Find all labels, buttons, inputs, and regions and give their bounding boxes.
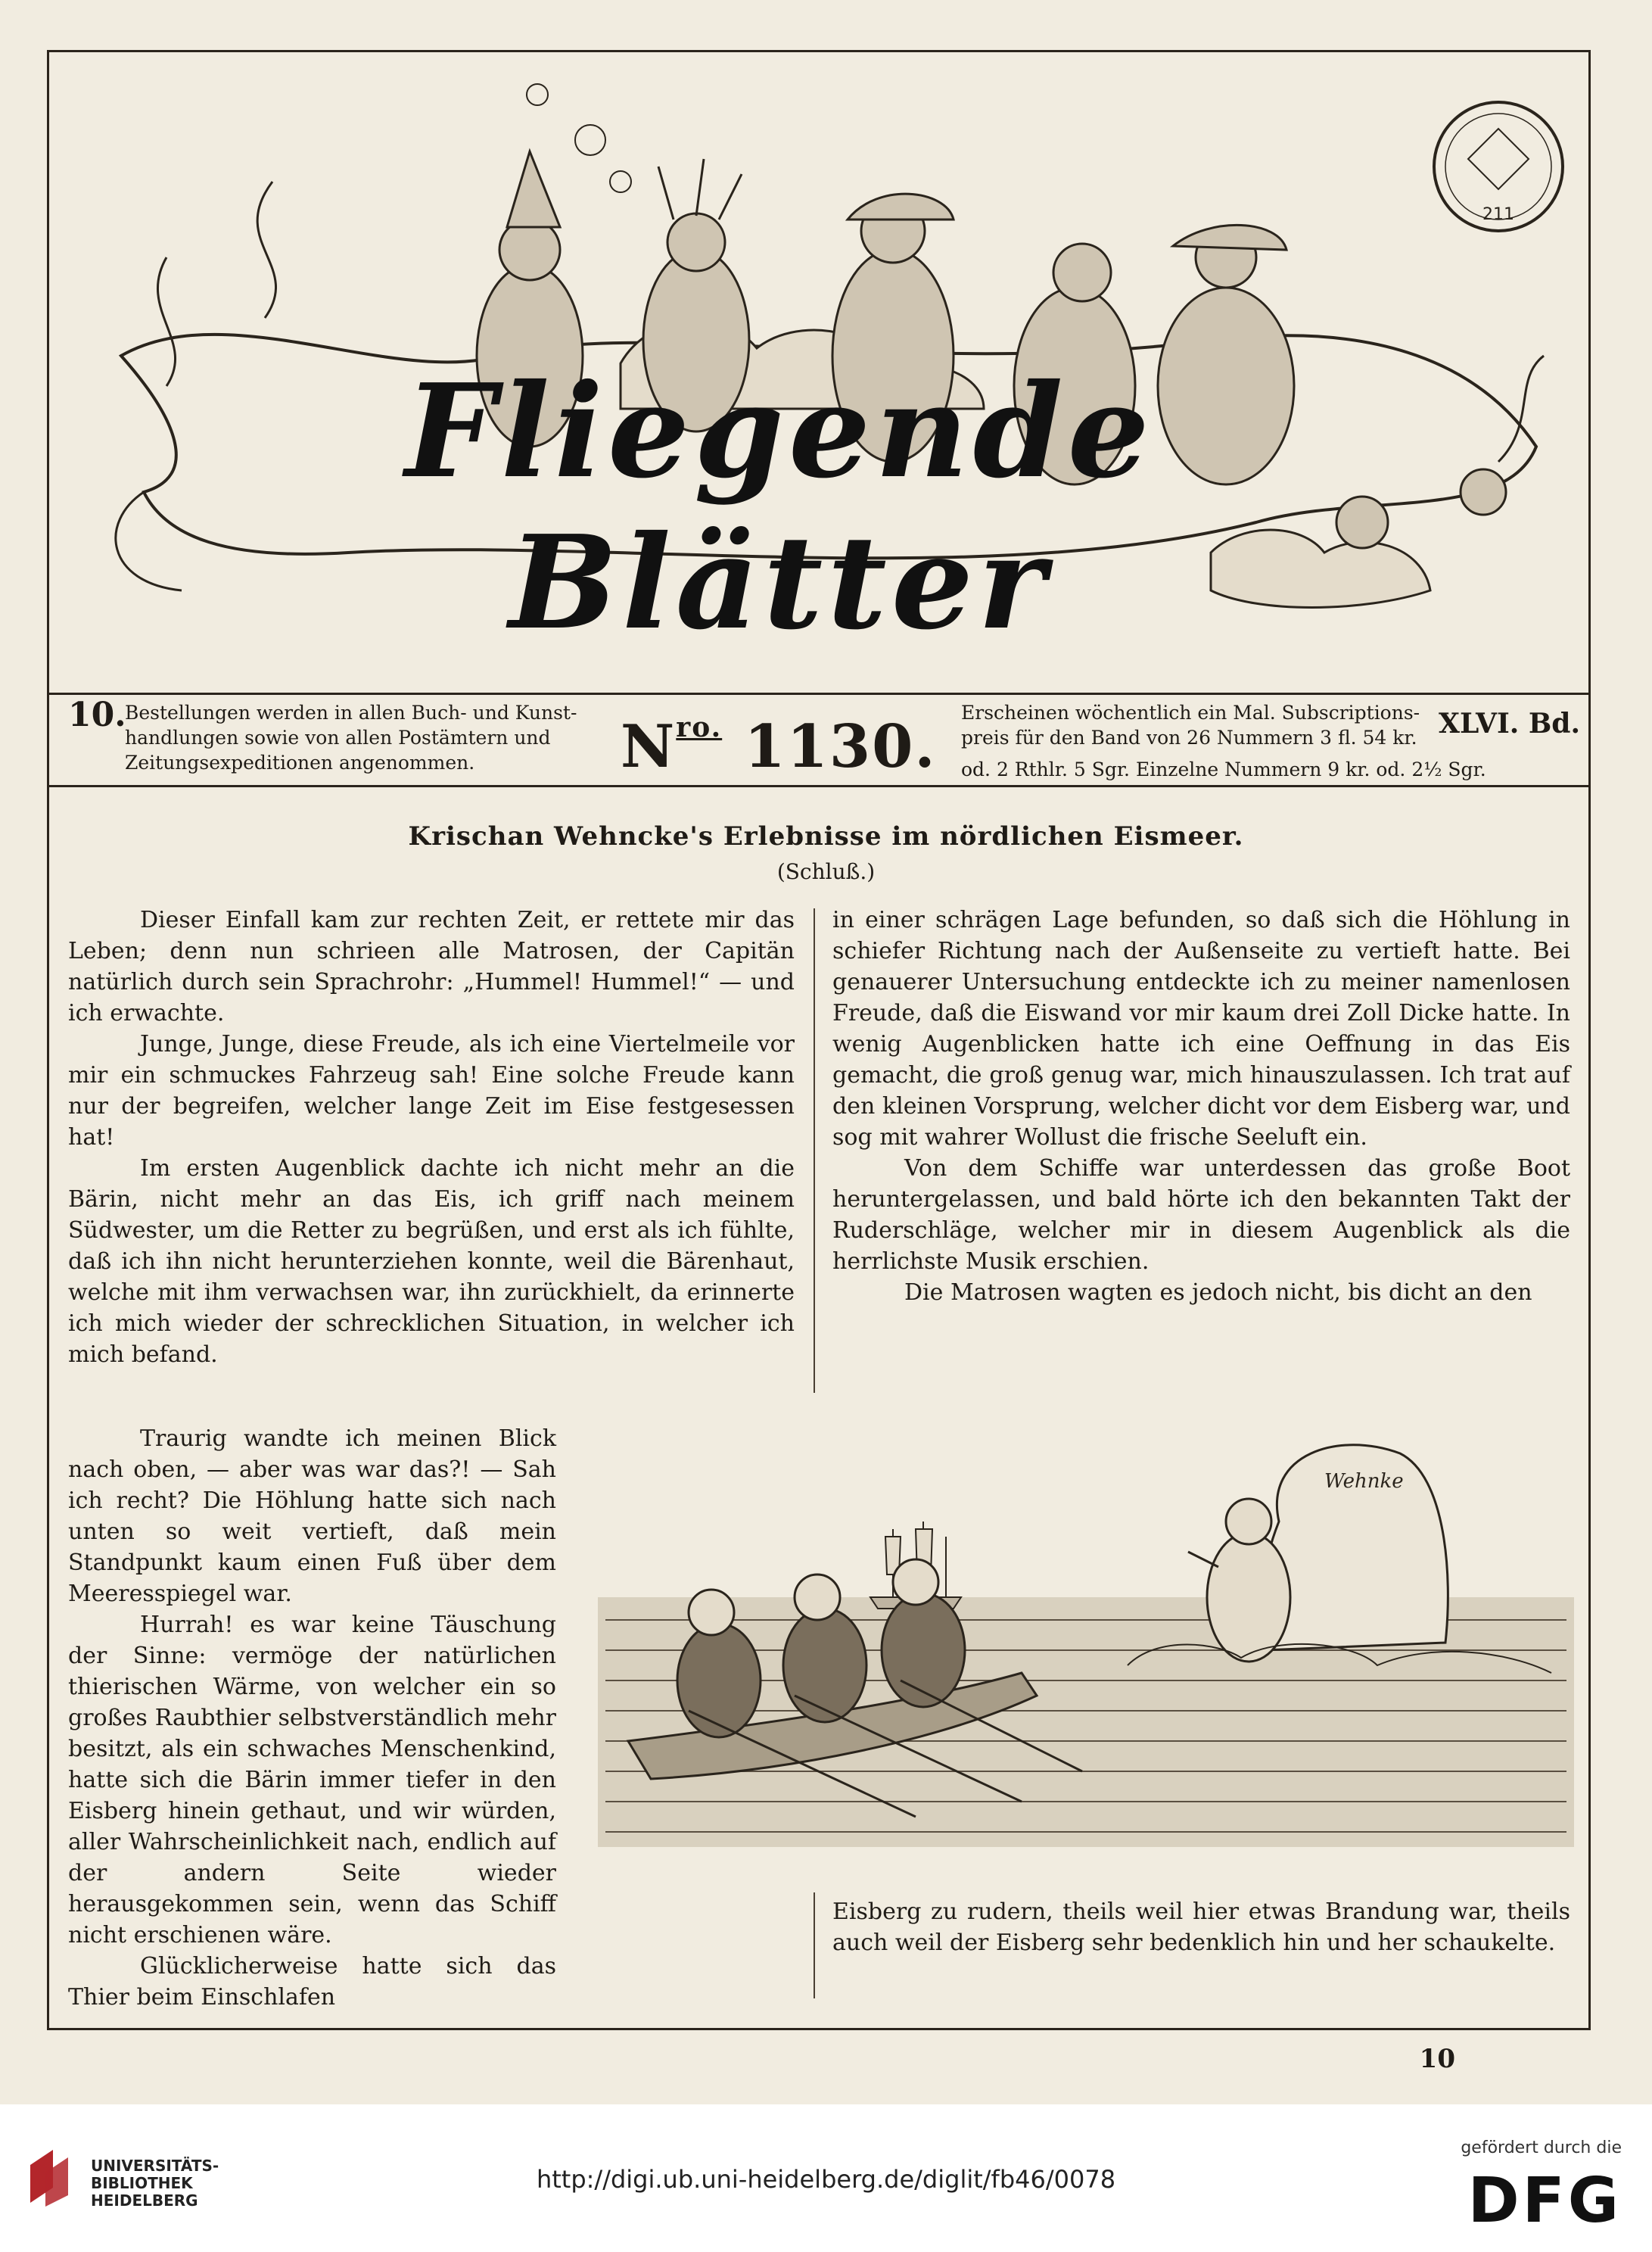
article-illustration [598, 1423, 1574, 1847]
paragraph: Hurrah! es war keine Täuschung der Sinne: vermöge der natürlichen thierischen Wärme, von welcher ein so großes Raubthier selbstverständlich mehr besitzt, als ein schwaches Menschenkind, hatte sich die Bärin immer tiefer in den Eisberg hinein gethaut, und wir würden, aller Wahrscheinlichkeit nach, endlich auf der andern Seite wieder herausgekommen sein, wenn das Schiff nicht erschienen wäre. [68, 1612, 556, 1948]
stamp-number: 211 [1482, 205, 1514, 224]
left-column-narrow [68, 1423, 556, 2013]
volume-label: XLVI. Bd. [1439, 708, 1580, 740]
paragraph: Im ersten Augenblick dachte ich nicht mehr an die Bärin, nicht mehr an das Eis, ich griff nach meinem Südwester, um die Retter zu begrüßen, und erst als ich fühlte, daß ich ihn nicht herunterziehen konnte, weil die Bärenhaut, welche mit ihm verwachsen war, ihn zurückhielt, da erinnerte ich mich wieder der schrecklichen Situation, in welcher ich mich befand. [68, 1155, 795, 1368]
library-line: HEIDELBERG [91, 2191, 198, 2210]
issue-number-value: 1130. [744, 712, 937, 781]
library-line: BIBLIOTHEK [91, 2174, 193, 2192]
header-right-text-1: Erscheinen wöchentlich ein Mal. Subscriptions- [961, 702, 1420, 724]
issue-ro: ro. [676, 712, 723, 743]
paragraph: Traurig wandte ich meinen Blick nach oben, — aber was war das?! — Sah ich recht? Die Höhlung hatte sich nach unten so weit vertieft, daß mein Standpunkt kaum einen Fuß über dem Meeresspiegel war. [68, 1425, 556, 1607]
funder-logo: DFG [1467, 2165, 1622, 2237]
paragraph: Dieser Einfall kam zur rechten Zeit, er rettete mir das Leben; denn nun schrieen alle Matrosen, der Capitän natürlich durch sein Sprachrohr: „Hummel! Hummel!“ — und ich erwachte. [68, 907, 795, 1026]
iceberg-inscription: Wehnke [1324, 1470, 1404, 1493]
digitization-footer [0, 2104, 1652, 2252]
header-left-text: Bestellungen werden in allen Buch- und Kunst- handlungen sowie von allen Postämtern und Zeitungsexpeditionen angenommen. [125, 702, 577, 774]
article-subtitle: (Schluß.) [776, 859, 876, 884]
issue-number [621, 712, 937, 781]
paragraph: Von dem Schiffe war unterdessen das große Boot heruntergelassen, und bald hörte ich den bekannten Takt der Ruderschläge, welcher mir in diesem Augenblick als die herrlichste Musik erschien. [832, 1155, 1570, 1275]
funded-by-label: gefördert durch die [1461, 2138, 1622, 2157]
column-divider [814, 908, 815, 1393]
header-right-text-3: od. 2 Rthlr. 5 Sgr. Einzelne Nummern 9 kr. od. 2½ Sgr. [961, 758, 1486, 780]
paragraph: in einer schrägen Lage befunden, so daß sich die Höhlung in schiefer Richtung nach der Außenseite zu vertieft hatte. Bei genauerer Untersuchung entdeckte ich zu meiner namenlosen Freude, daß die Eiswand vor mir kaum drei Zoll Dicke hatte. In wenig Augenblicken hatte ich eine Oeffnung in das Eis gemacht, die groß genug war, mich hinauszulassen. Ich trat auf den kleinen Vorsprung, welcher dicht vor dem Eisberg war, und sog mit wahrer Wollust die frische Seeluft ein. [832, 907, 1570, 1151]
article-title: Krischan Wehncke's Erlebnisse im nördlichen Eismeer. [408, 821, 1244, 852]
header-left-number: 10. [68, 696, 126, 734]
page-number: 10 [1419, 2044, 1455, 2074]
paragraph: Eisberg zu rudern, theils weil hier etwas Brandung war, theils auch weil der Eisberg sehr bedenklich hin und her schaukelte. [832, 1898, 1570, 1956]
paragraph: Glücklicherweise hatte sich das Thier beim Einschlafen [68, 1953, 556, 2011]
right-column-bottom [832, 1896, 1570, 1958]
library-line: UNIVERSITÄTS- [91, 2157, 219, 2175]
paragraph: Junge, Junge, diese Freude, als ich eine Viertelmeile vor mir ein schmuckes Fahrzeug sah! Eine solche Freude kann nur der begreifen, welcher lange Zeit im Eise festgesessen hat! [68, 1031, 795, 1151]
column-divider [814, 1892, 815, 1998]
header-right-text-2: preis für den Band von 26 Nummern 3 fl. 54 kr. [961, 727, 1417, 749]
left-column-top [68, 905, 795, 1370]
masthead-title: Fliegende Blätter [405, 356, 1154, 659]
issue-prefix: N [621, 712, 677, 781]
paragraph: Die Matrosen wagten es jedoch nicht, bis dicht an den [904, 1279, 1532, 1306]
right-column-top [832, 905, 1570, 1308]
permalink-url[interactable]: http://digi.ub.uni-heidelberg.de/diglit/fb46/0078 [536, 2165, 1116, 2194]
